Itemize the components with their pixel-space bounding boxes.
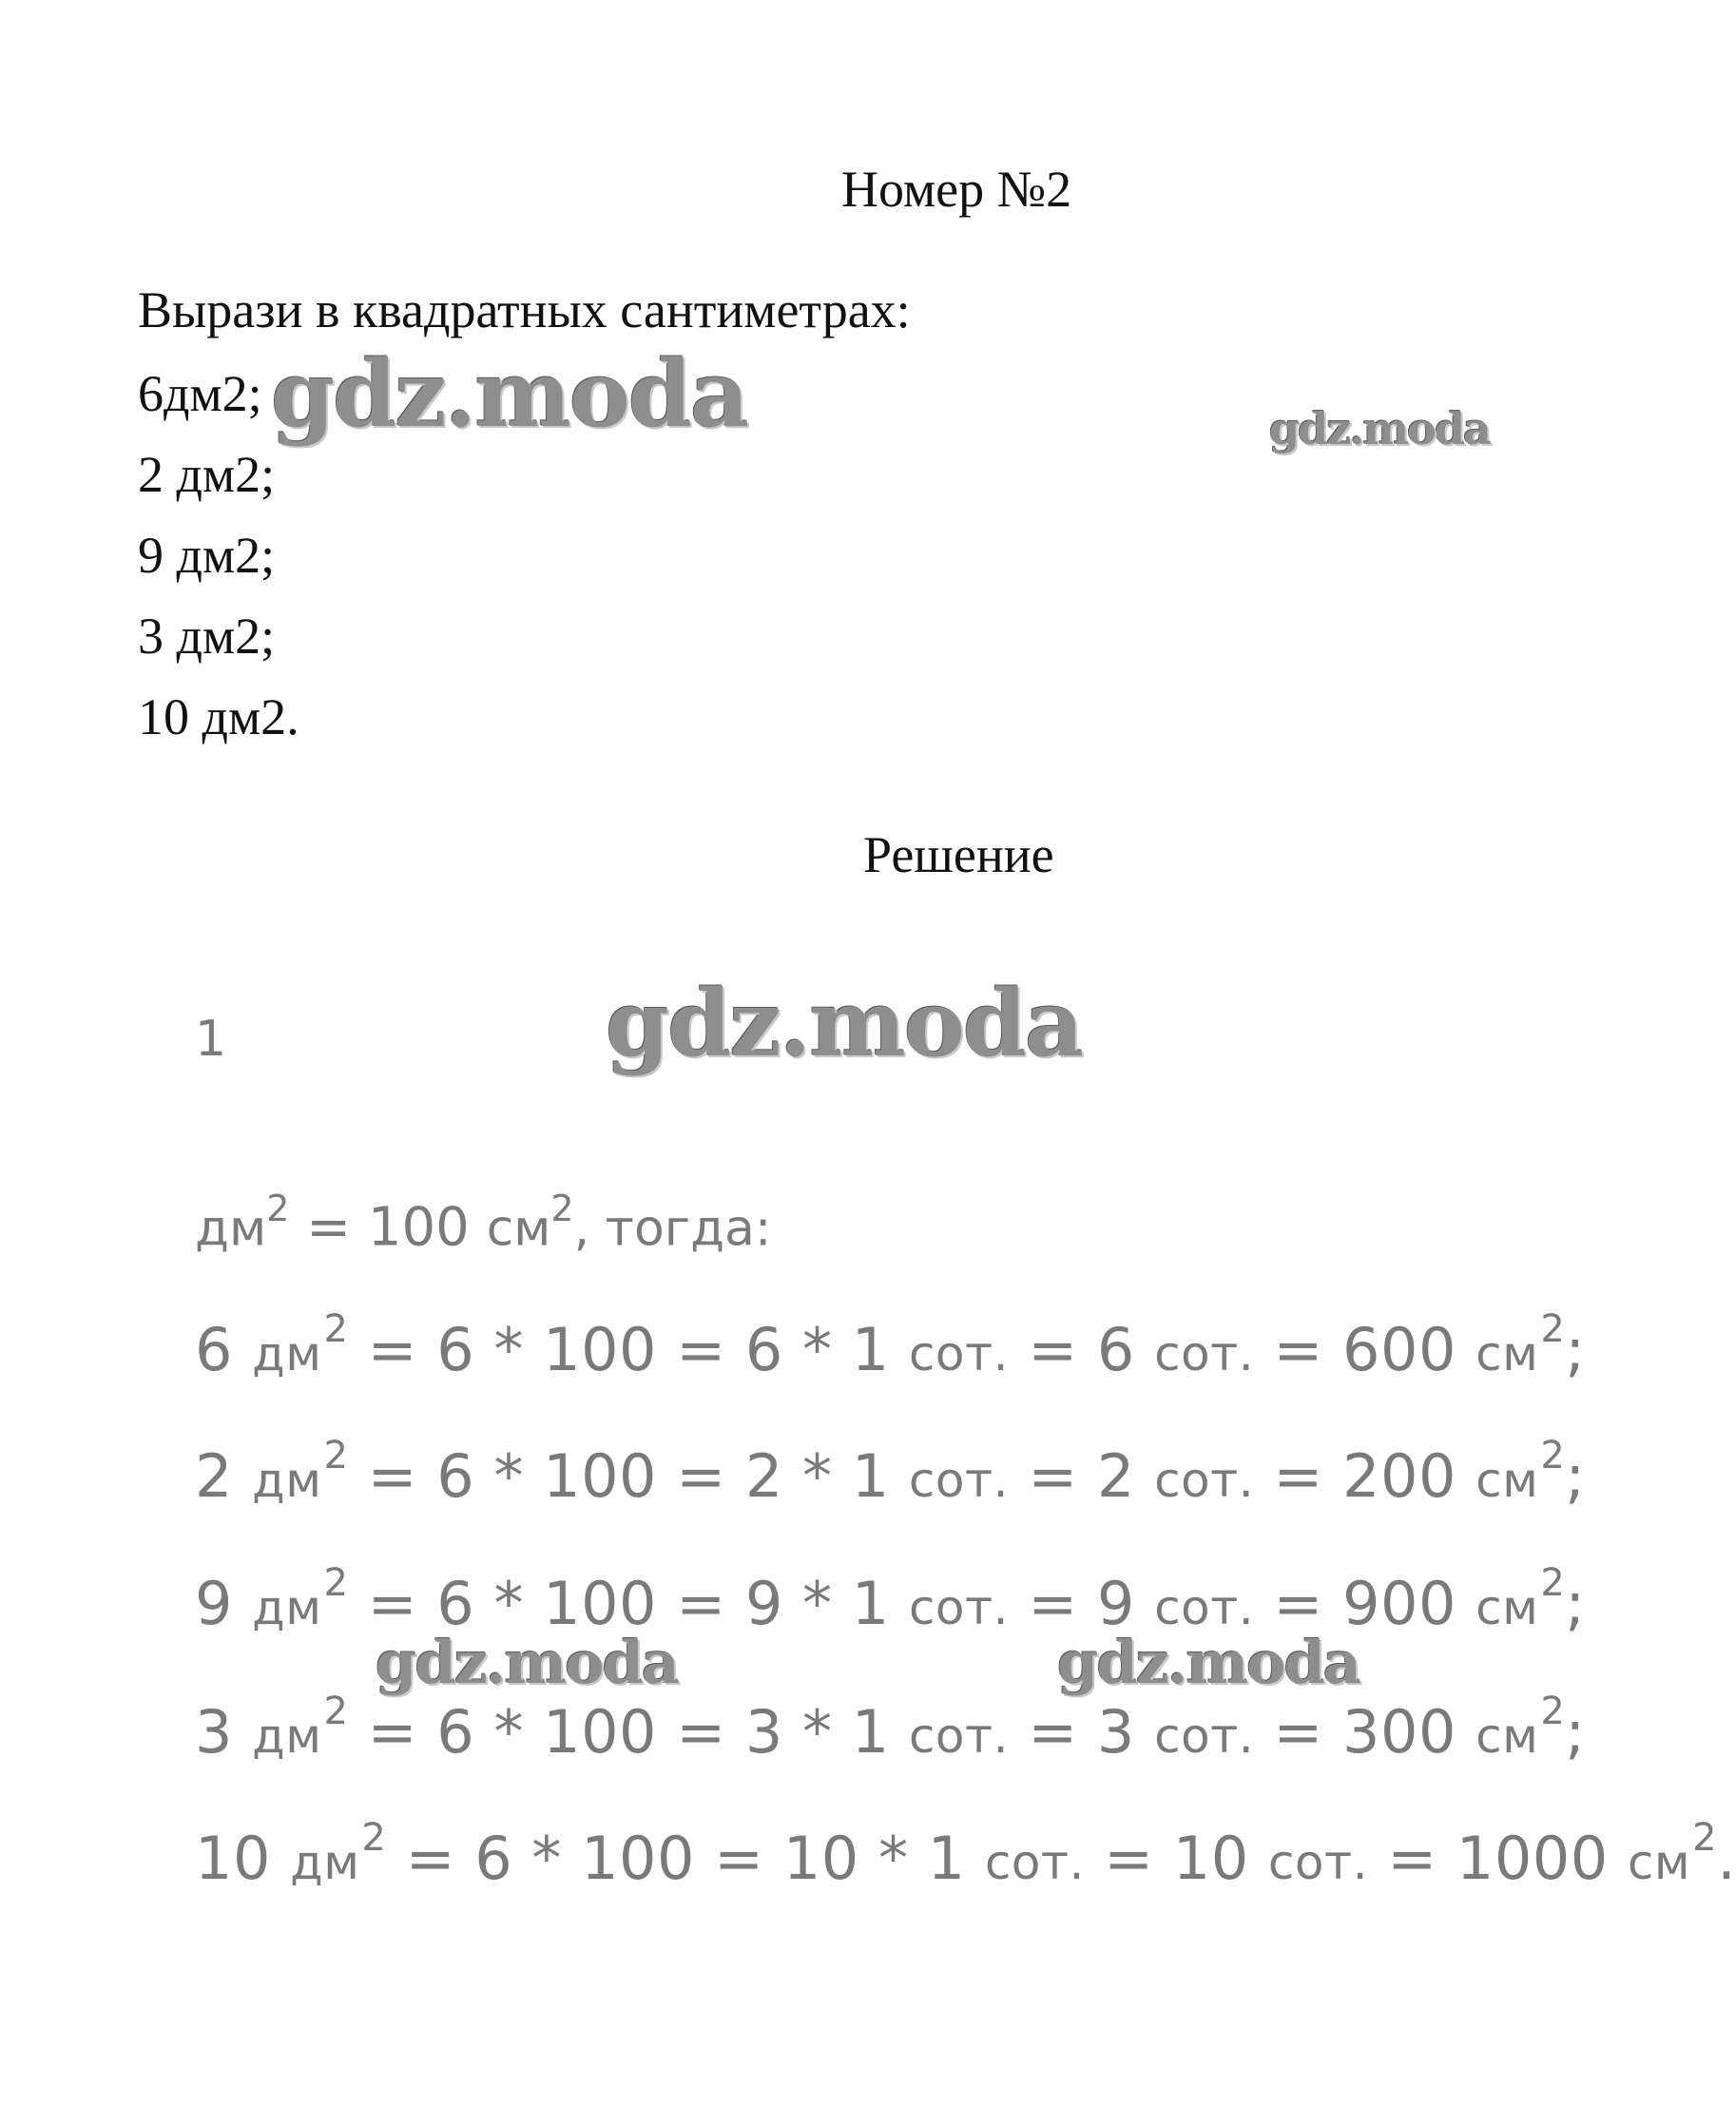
watermark: gdz.moda: [1269, 403, 1490, 454]
task-prompt: Вырази в квадратных сантиметрах:: [138, 281, 911, 338]
watermark: gdz.moda: [1057, 1628, 1360, 1697]
watermark: gdz.moda: [606, 970, 1083, 1077]
solution-line: 10 $дм^2 = 6 * 100 = 10 * 1$ сот. = 10 сот. = 1000 $см^2$.: [195, 1816, 1736, 1893]
solution-line: 9 $дм^2 = 6 * 100 = 9 * 1$ сот. = 9 сот. = 900 $см^2$;: [195, 1561, 1586, 1638]
task-item: 2 дм2;: [138, 446, 276, 503]
solution-number: 1: [195, 1011, 227, 1068]
solution-line: 6 $дм^2 = 6 * 100 = 6 * 1$ сот. = 6 сот. = 600 $см^2$;: [195, 1307, 1586, 1384]
solution-intro: $дм^2 = 100$ $см^2$, тогда:: [195, 1188, 772, 1259]
watermark: gdz.moda: [271, 340, 748, 448]
solution-line: 3 $дм^2 = 6 * 100 = 3 * 1$ сот. = 3 сот. = 300 $см^2$;: [195, 1690, 1586, 1767]
task-item: 10 дм2.: [138, 688, 299, 745]
watermark: gdz.moda: [376, 1628, 678, 1697]
task-item: 9 дм2;: [138, 527, 276, 584]
task-item: 6дм2;: [138, 365, 262, 422]
solution-heading: Решение: [863, 826, 1054, 883]
page-title: Номер №2: [841, 161, 1072, 218]
task-item: 3 дм2;: [138, 608, 276, 665]
solution-line: 2 $дм^2 = 6 * 100 = 2 * 1$ сот. = 2 сот. = 200 $см^2$;: [195, 1434, 1586, 1511]
